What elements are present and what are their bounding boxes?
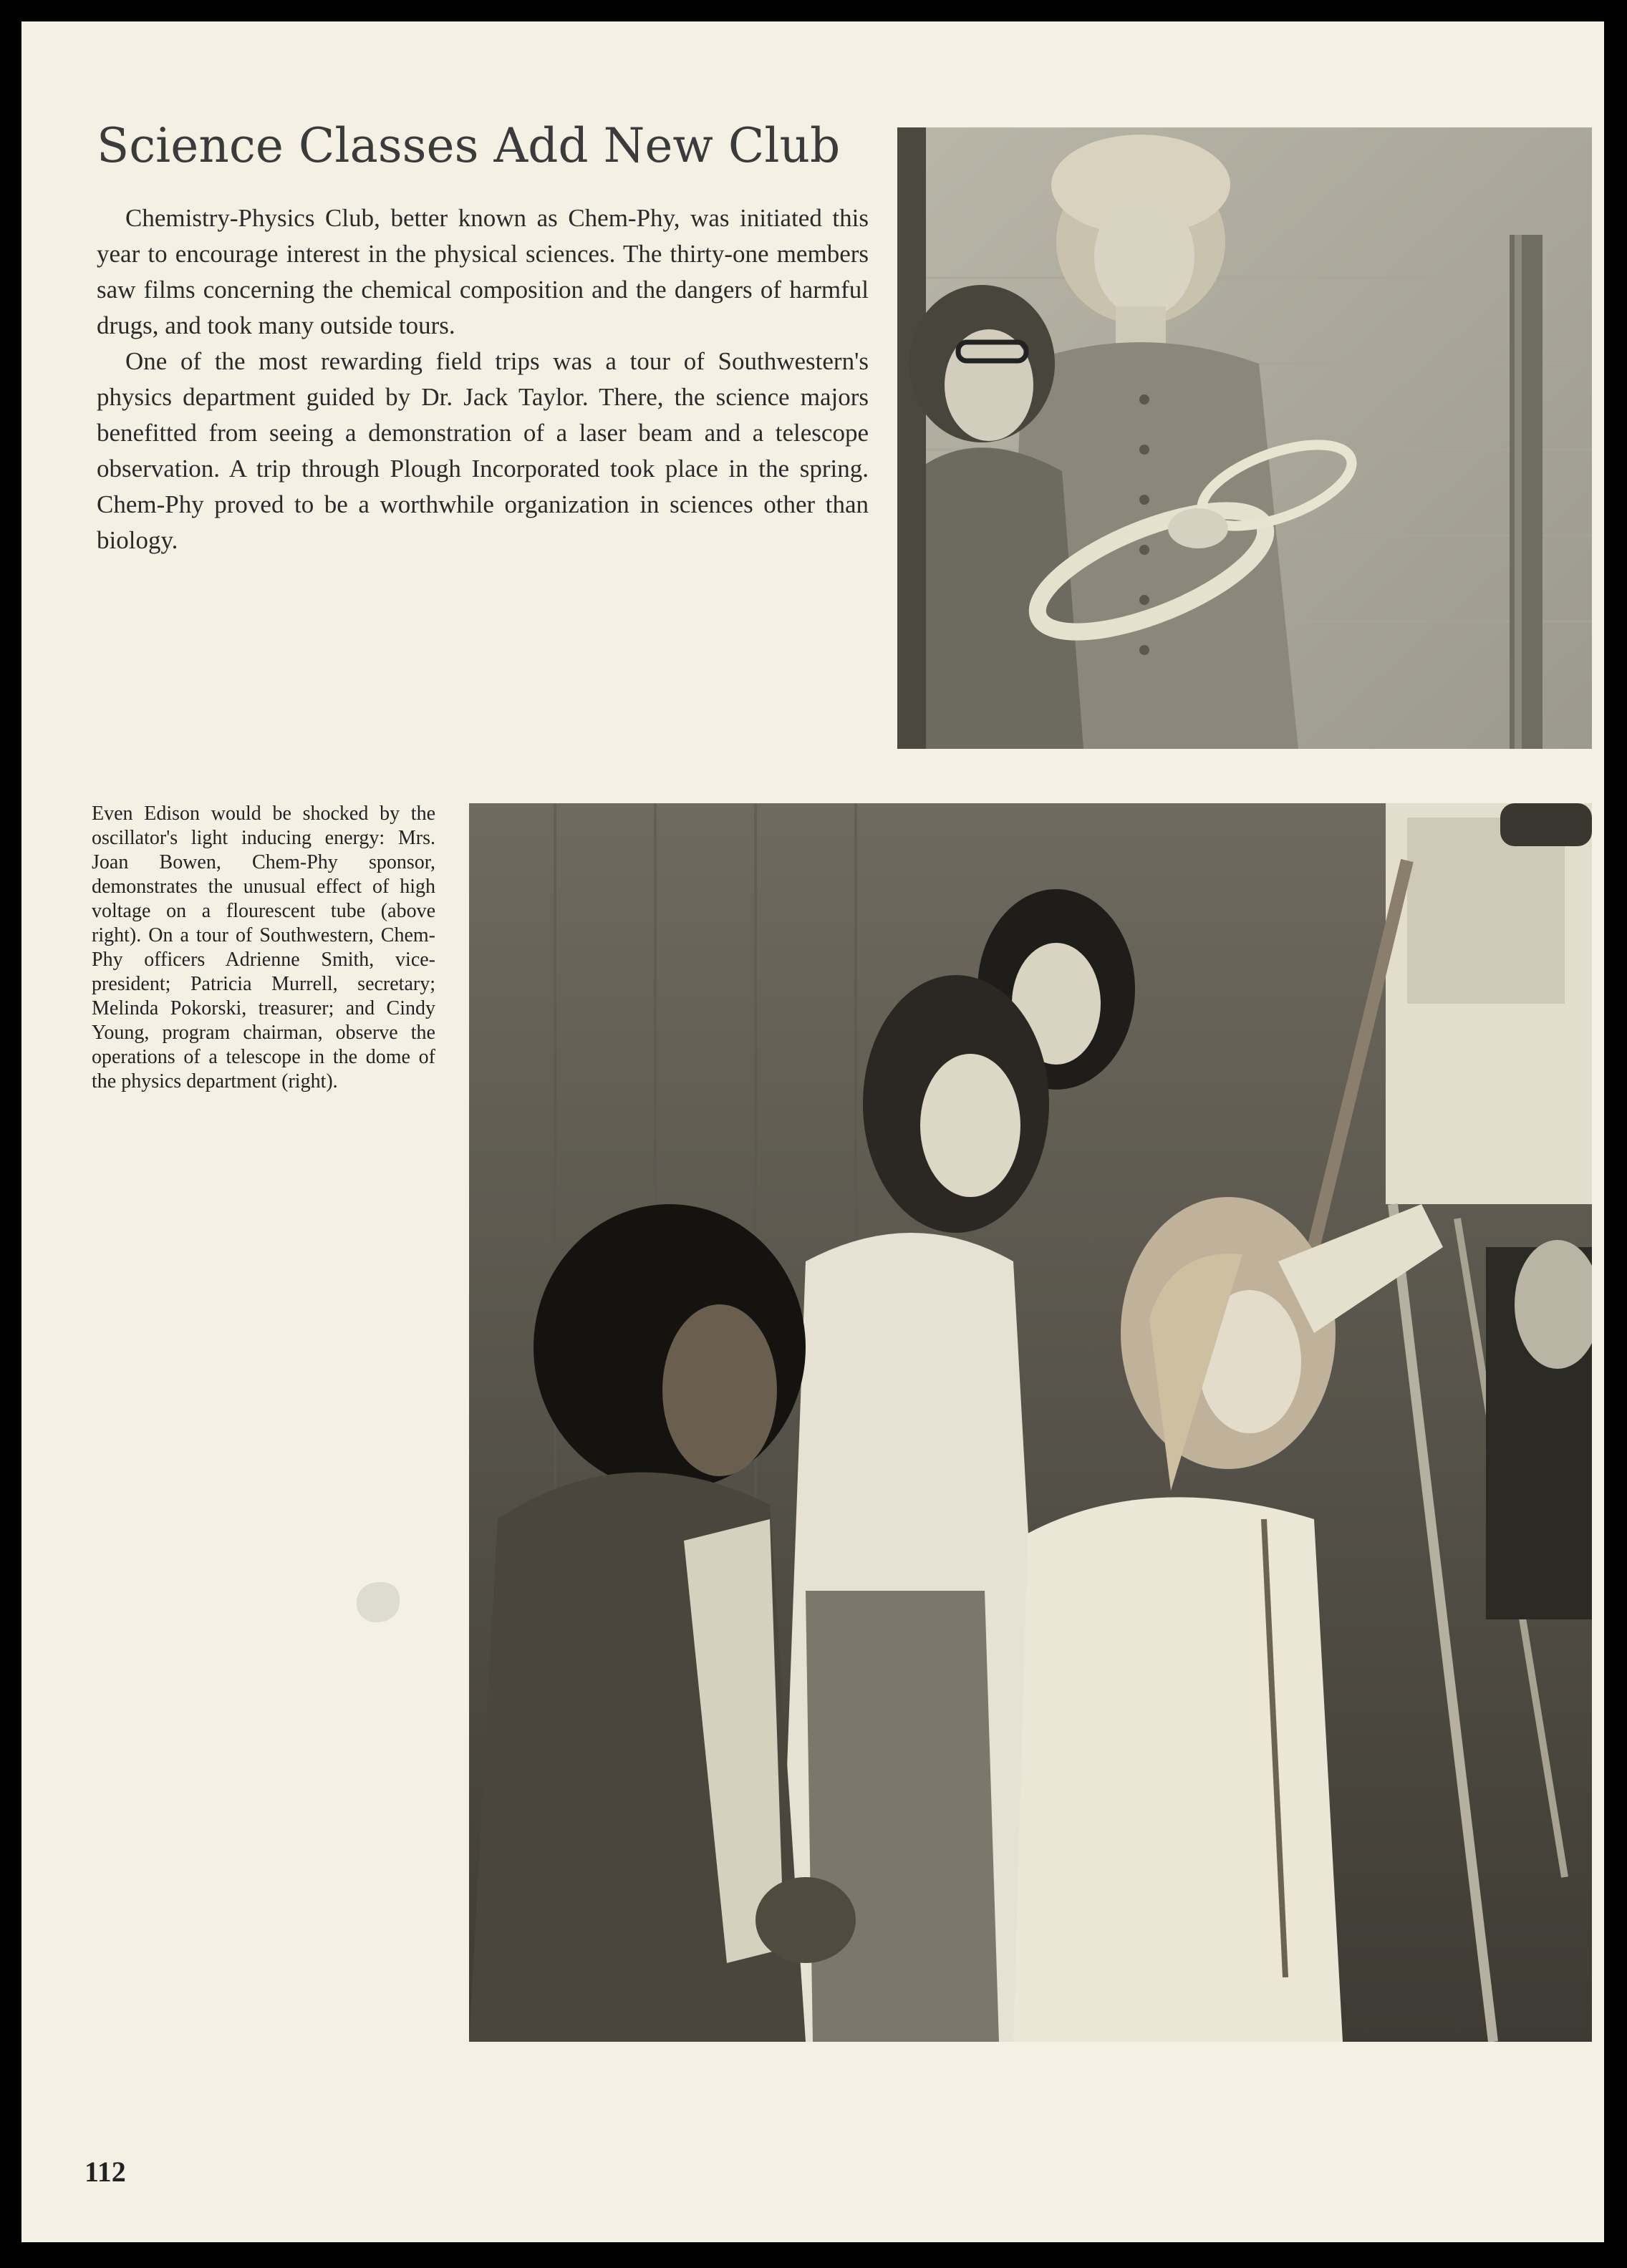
article-paragraph-2: One of the most rewarding field trips was a tour of Southwestern's physics department guided by Dr. Jack Taylor. There, the science majors benefitted from seeing a demonstration of a laser beam and a telescope observation. A trip through Plough Incorporated took place in the spring. Chem-Phy proved to be a worthwhile organization in sciences other than biology. xyxy=(97,347,869,554)
page-smudge xyxy=(357,1582,400,1622)
photo-officers-telescope xyxy=(469,803,1592,2042)
photo-sponsor-demonstration xyxy=(897,127,1592,749)
page-number: 112 xyxy=(85,2156,126,2188)
photo-caption: Even Edison would be shocked by the oscillator's light inducing energy: Mrs. Joan Bowen, Chem-Phy sponsor, demonstrates the unusual effect of high voltage on a flourescent tube (above right). On a tour of Southwestern, Chem-Phy officers Adrienne Smith, vice-president; Patricia Murrell, secretary; Melinda Pokorski, treasurer; and Cindy Young, program chairman, observe the operations of a telescope in the dome of the physics department (right). xyxy=(92,803,435,1092)
photo-officers-illustration xyxy=(469,803,1592,2042)
yearbook-page xyxy=(21,21,1604,2242)
article-body xyxy=(97,200,869,558)
article-paragraph-1: Chemistry-Physics Club, better known as Chem-Phy, was initiated this year to encourage interest in the physical sciences. The thirty-one members saw films concerning the chemical composition and the dangers of harmful drugs, and took many outside tours. xyxy=(97,204,869,339)
page-title: Science Classes Add New Club xyxy=(97,118,841,173)
photo-sponsor-illustration xyxy=(897,127,1592,749)
